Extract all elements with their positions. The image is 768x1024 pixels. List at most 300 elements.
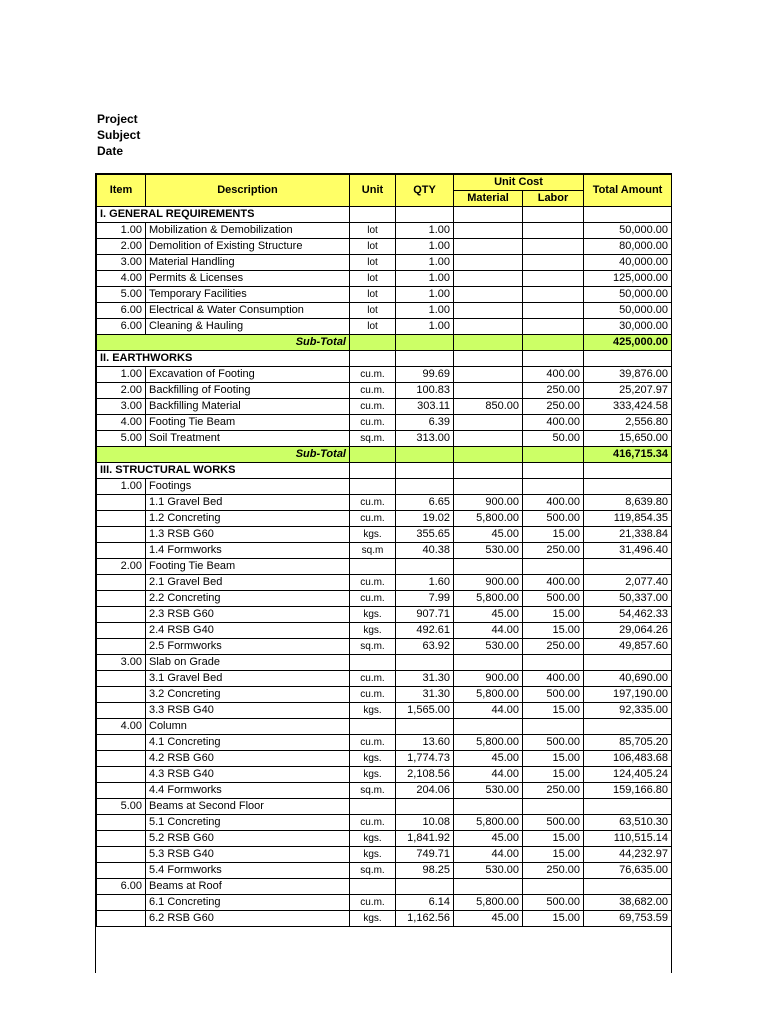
item-material-cost: 5,800.00 [454,815,523,831]
item-description: 6.2 RSB G60 [146,911,350,927]
item-total-amount: 92,335.00 [584,703,672,719]
item-number [97,543,146,559]
item-unit: lot [350,223,396,239]
table-row [97,239,672,255]
item-unit: lot [350,271,396,287]
table-row [97,543,672,559]
item-material-cost [454,415,523,431]
item-description: Cleaning & Hauling [146,319,350,335]
item-description: 6.1 Concreting [146,895,350,911]
item-description: 5.4 Formworks [146,863,350,879]
column-header-material: Material [454,191,523,207]
item-labor-cost: 15.00 [523,911,584,927]
item-total-amount: 39,876.00 [584,367,672,383]
item-labor-cost: 250.00 [523,863,584,879]
item-qty: 40.38 [396,543,454,559]
empty-cell [523,351,584,367]
section-title: III. STRUCTURAL WORKS [97,463,350,479]
table-row [97,559,672,575]
item-labor-cost: 500.00 [523,591,584,607]
table-row [97,671,672,687]
table-row [97,303,672,319]
item-number: 6.00 [97,879,146,895]
item-unit: kgs. [350,527,396,543]
empty-cell [584,463,672,479]
item-labor-cost [523,719,584,735]
item-qty: 204.06 [396,783,454,799]
item-description: 3.1 Gravel Bed [146,671,350,687]
item-number [97,639,146,655]
table-row [97,319,672,335]
item-total-amount [584,879,672,895]
item-unit: cu.m. [350,415,396,431]
item-description: Beams at Roof [146,879,350,895]
item-qty: 313.00 [396,431,454,447]
item-number [97,767,146,783]
item-description: Footing Tie Beam [146,559,350,575]
table-row [97,415,672,431]
item-qty: 907.71 [396,607,454,623]
item-unit: lot [350,287,396,303]
item-material-cost [454,431,523,447]
table-row [97,703,672,719]
table-row [97,879,672,895]
item-labor-cost [523,287,584,303]
table-row [97,591,672,607]
item-qty: 7.99 [396,591,454,607]
item-labor-cost [523,479,584,495]
item-number: 3.00 [97,399,146,415]
item-description: 1.3 RSB G60 [146,527,350,543]
item-labor-cost: 15.00 [523,623,584,639]
item-material-cost: 45.00 [454,607,523,623]
item-number [97,527,146,543]
item-unit: cu.m. [350,591,396,607]
item-labor-cost: 15.00 [523,847,584,863]
item-material-cost [454,383,523,399]
item-description: Permits & Licenses [146,271,350,287]
item-qty: 6.14 [396,895,454,911]
table-row [97,383,672,399]
subtotal-label: Sub-Total [97,335,350,351]
item-qty: 19.02 [396,511,454,527]
item-unit: cu.m. [350,495,396,511]
item-number: 5.00 [97,799,146,815]
item-material-cost: 45.00 [454,831,523,847]
item-unit [350,879,396,895]
table-row [97,655,672,671]
item-unit: cu.m. [350,895,396,911]
item-unit [350,479,396,495]
item-number [97,511,146,527]
table-row [97,687,672,703]
table-row [97,495,672,511]
empty-cell [396,351,454,367]
item-unit: cu.m. [350,575,396,591]
table-row [97,911,672,927]
column-header-qty: QTY [396,175,454,207]
table-row [97,575,672,591]
empty-cell [523,207,584,223]
empty-cell [396,207,454,223]
item-description: Beams at Second Floor [146,799,350,815]
item-description: Column [146,719,350,735]
item-qty: 31.30 [396,687,454,703]
table-header [97,175,672,207]
table-row [97,399,672,415]
item-labor-cost: 15.00 [523,767,584,783]
item-labor-cost [523,239,584,255]
item-description: 4.2 RSB G60 [146,751,350,767]
item-description: Slab on Grade [146,655,350,671]
item-description: 2.5 Formworks [146,639,350,655]
column-header-total-amount: Total Amount [584,175,672,207]
item-description: 5.3 RSB G40 [146,847,350,863]
item-material-cost: 44.00 [454,767,523,783]
item-qty: 492.61 [396,623,454,639]
item-material-cost [454,479,523,495]
empty-cell [396,447,454,463]
column-header-unit-cost: Unit Cost [454,175,584,191]
table-body [97,207,672,927]
column-header-description: Description [146,175,350,207]
bill-of-quantities-sheet [95,173,672,973]
item-description: 4.4 Formworks [146,783,350,799]
item-total-amount: 31,496.40 [584,543,672,559]
item-total-amount: 54,462.33 [584,607,672,623]
item-material-cost: 530.00 [454,783,523,799]
item-total-amount: 110,515.14 [584,831,672,847]
item-material-cost [454,303,523,319]
item-unit: lot [350,239,396,255]
bill-of-quantities-table [96,174,672,927]
item-number: 6.00 [97,319,146,335]
item-number: 5.00 [97,431,146,447]
project-label: Project [97,112,138,126]
item-labor-cost: 400.00 [523,495,584,511]
item-description: Backfilling Material [146,399,350,415]
item-qty [396,719,454,735]
column-header-labor: Labor [523,191,584,207]
item-material-cost: 850.00 [454,399,523,415]
item-qty: 10.08 [396,815,454,831]
item-qty: 1.00 [396,271,454,287]
item-unit: sq.m. [350,783,396,799]
item-material-cost: 45.00 [454,751,523,767]
item-material-cost: 44.00 [454,623,523,639]
item-total-amount: 38,682.00 [584,895,672,911]
item-description: 1.1 Gravel Bed [146,495,350,511]
item-total-amount: 15,650.00 [584,431,672,447]
item-labor-cost: 250.00 [523,783,584,799]
item-qty: 1.00 [396,287,454,303]
table-row [97,735,672,751]
item-labor-cost: 250.00 [523,399,584,415]
subject-label: Subject [97,128,141,142]
empty-cell [584,351,672,367]
table-row [97,607,672,623]
item-total-amount [584,479,672,495]
empty-cell [523,447,584,463]
item-total-amount: 30,000.00 [584,319,672,335]
item-labor-cost: 250.00 [523,383,584,399]
item-number [97,671,146,687]
item-material-cost: 530.00 [454,543,523,559]
item-total-amount: 124,405.24 [584,767,672,783]
item-total-amount: 40,000.00 [584,255,672,271]
table-row [97,431,672,447]
empty-cell [350,463,396,479]
empty-cell [454,335,523,351]
item-description: 3.2 Concreting [146,687,350,703]
item-material-cost [454,223,523,239]
item-labor-cost: 400.00 [523,671,584,687]
item-number [97,575,146,591]
table-row [97,799,672,815]
item-total-amount: 25,207.97 [584,383,672,399]
item-labor-cost: 50.00 [523,431,584,447]
item-total-amount [584,719,672,735]
table-row [97,223,672,239]
item-total-amount: 40,690.00 [584,671,672,687]
item-total-amount: 119,854.35 [584,511,672,527]
item-material-cost [454,559,523,575]
column-header-item: Item [97,175,146,207]
item-labor-cost: 15.00 [523,607,584,623]
item-number: 4.00 [97,271,146,287]
item-unit: kgs. [350,847,396,863]
item-unit: cu.m. [350,367,396,383]
item-labor-cost: 400.00 [523,367,584,383]
item-material-cost: 5,800.00 [454,735,523,751]
item-qty: 100.83 [396,383,454,399]
item-qty: 749.71 [396,847,454,863]
item-material-cost [454,319,523,335]
empty-cell [454,207,523,223]
item-total-amount: 21,338.84 [584,527,672,543]
item-material-cost [454,799,523,815]
table-row [97,527,672,543]
item-number [97,911,146,927]
empty-cell [523,335,584,351]
item-description: 3.3 RSB G40 [146,703,350,719]
item-total-amount: 125,000.00 [584,271,672,287]
item-unit: kgs. [350,831,396,847]
item-material-cost: 5,800.00 [454,591,523,607]
item-total-amount: 197,190.00 [584,687,672,703]
item-number [97,895,146,911]
table-row [97,479,672,495]
item-unit: sq.m. [350,639,396,655]
item-material-cost: 530.00 [454,863,523,879]
item-number: 1.00 [97,479,146,495]
item-description: 5.1 Concreting [146,815,350,831]
item-number [97,815,146,831]
empty-cell [396,463,454,479]
table-row [97,767,672,783]
item-material-cost: 44.00 [454,703,523,719]
item-number [97,847,146,863]
item-total-amount: 85,705.20 [584,735,672,751]
item-total-amount: 50,000.00 [584,223,672,239]
item-material-cost: 44.00 [454,847,523,863]
item-material-cost [454,367,523,383]
item-number: 6.00 [97,303,146,319]
date-label: Date [97,144,124,158]
item-total-amount [584,559,672,575]
item-number [97,495,146,511]
item-unit: sq.m. [350,863,396,879]
item-number: 1.00 [97,223,146,239]
item-qty: 98.25 [396,863,454,879]
item-labor-cost: 500.00 [523,735,584,751]
item-total-amount: 50,337.00 [584,591,672,607]
item-total-amount: 69,753.59 [584,911,672,927]
table-row [97,751,672,767]
table-row [97,287,672,303]
item-material-cost: 900.00 [454,495,523,511]
item-number [97,703,146,719]
item-labor-cost: 500.00 [523,815,584,831]
subtotal-row [97,447,672,463]
item-unit: cu.m. [350,383,396,399]
item-qty [396,479,454,495]
table-row [97,367,672,383]
item-description: Mobilization & Demobilization [146,223,350,239]
item-total-amount: 8,639.80 [584,495,672,511]
empty-cell [350,447,396,463]
item-labor-cost: 15.00 [523,703,584,719]
item-qty: 1.00 [396,239,454,255]
empty-cell [454,351,523,367]
item-material-cost: 900.00 [454,575,523,591]
table-row [97,831,672,847]
item-description: 1.4 Formworks [146,543,350,559]
empty-cell [454,447,523,463]
item-description: 5.2 RSB G60 [146,831,350,847]
table-row [97,719,672,735]
item-labor-cost: 400.00 [523,415,584,431]
item-material-cost [454,655,523,671]
item-unit: cu.m. [350,671,396,687]
section-row [97,463,672,479]
item-material-cost [454,719,523,735]
item-qty: 6.65 [396,495,454,511]
item-unit: kgs. [350,751,396,767]
item-total-amount: 159,166.80 [584,783,672,799]
item-unit: lot [350,319,396,335]
item-labor-cost: 15.00 [523,527,584,543]
item-description: Backfilling of Footing [146,383,350,399]
item-number [97,751,146,767]
item-material-cost [454,271,523,287]
item-labor-cost: 15.00 [523,751,584,767]
item-qty: 1,565.00 [396,703,454,719]
item-material-cost: 5,800.00 [454,895,523,911]
item-total-amount: 2,077.40 [584,575,672,591]
item-material-cost [454,879,523,895]
item-material-cost: 900.00 [454,671,523,687]
item-total-amount: 29,064.26 [584,623,672,639]
item-number: 5.00 [97,287,146,303]
item-unit: lot [350,255,396,271]
item-qty: 13.60 [396,735,454,751]
item-unit: sq.m [350,543,396,559]
item-number: 2.00 [97,559,146,575]
item-total-amount: 333,424.58 [584,399,672,415]
table-row [97,271,672,287]
column-header-unit: Unit [350,175,396,207]
subtotal-amount: 416,715.34 [584,447,672,463]
table-row [97,815,672,831]
item-material-cost [454,255,523,271]
item-description: Temporary Facilities [146,287,350,303]
item-unit: sq.m. [350,431,396,447]
table-row [97,623,672,639]
item-labor-cost [523,559,584,575]
item-number [97,607,146,623]
item-number [97,623,146,639]
item-description: Demolition of Existing Structure [146,239,350,255]
table-row [97,847,672,863]
item-description: Footings [146,479,350,495]
table-row [97,895,672,911]
item-qty: 6.39 [396,415,454,431]
item-description: 4.1 Concreting [146,735,350,751]
item-unit [350,559,396,575]
item-qty: 1.00 [396,223,454,239]
document-header [97,111,140,159]
table-row [97,511,672,527]
item-labor-cost: 250.00 [523,543,584,559]
subtotal-row [97,335,672,351]
item-labor-cost [523,655,584,671]
item-labor-cost: 400.00 [523,575,584,591]
item-qty [396,559,454,575]
item-material-cost: 45.00 [454,911,523,927]
item-description: 2.1 Gravel Bed [146,575,350,591]
item-labor-cost: 15.00 [523,831,584,847]
item-qty: 63.92 [396,639,454,655]
item-total-amount: 76,635.00 [584,863,672,879]
item-total-amount: 106,483.68 [584,751,672,767]
item-unit: kgs. [350,623,396,639]
item-labor-cost: 500.00 [523,895,584,911]
item-number: 4.00 [97,719,146,735]
item-number: 2.00 [97,239,146,255]
item-material-cost: 5,800.00 [454,687,523,703]
item-number: 1.00 [97,367,146,383]
item-unit [350,799,396,815]
item-description: Excavation of Footing [146,367,350,383]
item-material-cost: 5,800.00 [454,511,523,527]
table-row [97,639,672,655]
item-description: 2.2 Concreting [146,591,350,607]
item-qty: 1.00 [396,255,454,271]
item-qty: 1.00 [396,319,454,335]
item-unit: kgs. [350,607,396,623]
item-qty: 99.69 [396,367,454,383]
item-number [97,591,146,607]
empty-cell [350,207,396,223]
table-row [97,255,672,271]
item-unit: cu.m. [350,399,396,415]
item-qty [396,655,454,671]
item-qty: 1,162.56 [396,911,454,927]
item-qty [396,799,454,815]
empty-cell [350,335,396,351]
item-qty: 31.30 [396,671,454,687]
